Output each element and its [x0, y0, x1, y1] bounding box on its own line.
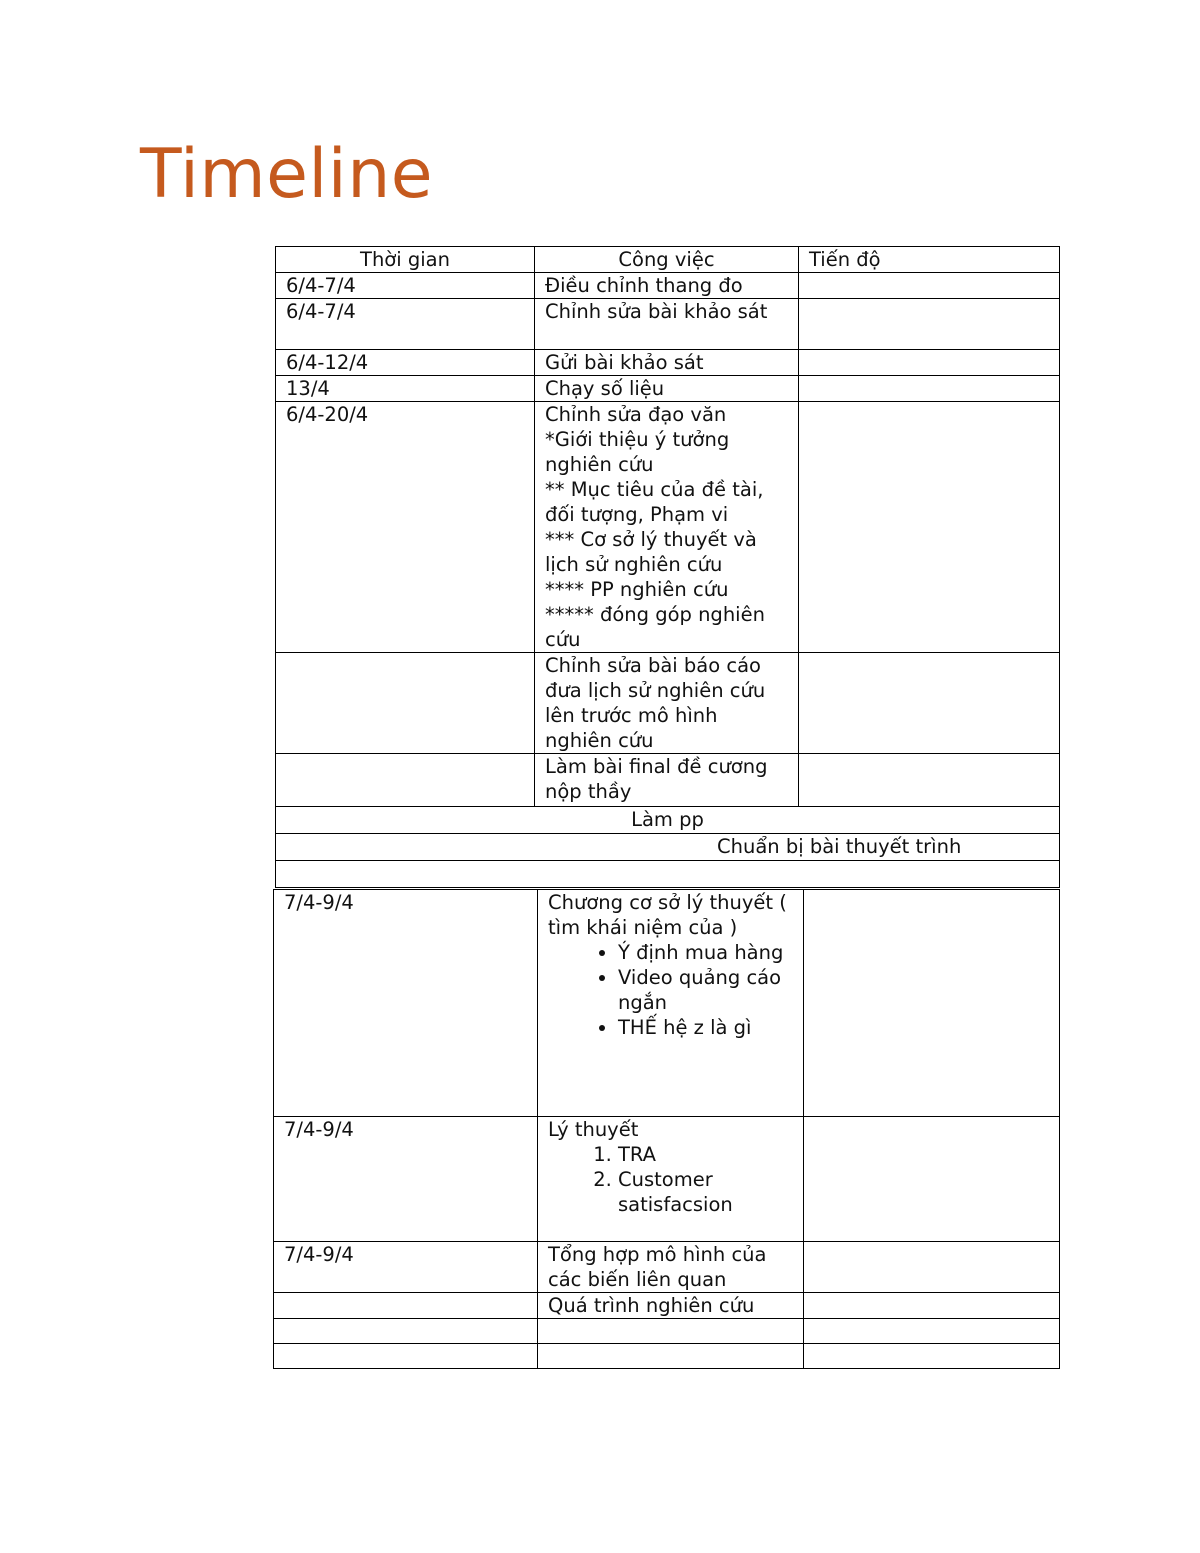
cell-progress [804, 1344, 1060, 1369]
task-line: ***** đóng góp nghiên cứu [545, 603, 765, 651]
list-item: • Video quảng cáo ngắn [618, 965, 793, 1015]
cell-time: 6/4-20/4 [276, 402, 535, 653]
cell-progress [799, 376, 1060, 402]
cell-task: Làm bài final đề cương nộp thầy [535, 754, 799, 807]
cell-time [274, 1319, 538, 1344]
table-row [274, 890, 1060, 1117]
cell-time: 7/4-9/4 [274, 890, 538, 1117]
list-item: • Ý định mua hàng [618, 940, 793, 965]
cell-time: 6/4-7/4 [276, 299, 535, 350]
table-row [274, 1242, 1060, 1293]
table-row [276, 402, 1060, 653]
cell-task: Quá trình nghiên cứu [538, 1293, 804, 1319]
table-row [276, 350, 1060, 376]
cell-task: Chỉnh sửa bài báo cáo đưa lịch sử nghiên cứu lên trước mô hình nghiên cứu [535, 653, 799, 754]
cell-task [538, 890, 804, 1117]
table-header-row [276, 247, 1060, 273]
cell-progress [799, 350, 1060, 376]
table-row [276, 754, 1060, 807]
numbered-list [548, 1142, 793, 1217]
cell-progress [804, 890, 1060, 1117]
cell-progress [804, 1293, 1060, 1319]
list-item: 1. TRA [618, 1142, 793, 1167]
cell-time [276, 653, 535, 754]
bullet-list [548, 940, 793, 1040]
merged-row [276, 807, 1060, 834]
table-row [276, 273, 1060, 299]
merged-cell: Chuẩn bị bài thuyết trình [276, 834, 1060, 861]
task-line: *** Cơ sở lý thuyết và lịch sử nghiên cứu [545, 528, 757, 576]
cell-time: 6/4-7/4 [276, 273, 535, 299]
cell-progress [799, 653, 1060, 754]
merged-row [276, 834, 1060, 861]
cell-time: 13/4 [276, 376, 535, 402]
timeline-table-2 [273, 889, 1060, 1369]
cell-progress [804, 1242, 1060, 1293]
task-line: ** Mục tiêu của đề tài, đối tượng, Phạm vi [545, 478, 764, 526]
cell-progress [799, 299, 1060, 350]
merged-cell: Làm pp [276, 807, 1060, 834]
cell-time: 7/4-9/4 [274, 1117, 538, 1242]
task-intro: Lý thuyết [548, 1118, 639, 1141]
cell-time: 6/4-12/4 [276, 350, 535, 376]
cell-progress [804, 1117, 1060, 1242]
cell-task: Gửi bài khảo sát [535, 350, 799, 376]
list-item: 2. Customer satisfacsion [618, 1167, 793, 1217]
table-row [276, 376, 1060, 402]
merged-row [276, 861, 1060, 888]
table-row [274, 1319, 1060, 1344]
merged-cell [276, 861, 1060, 888]
cell-task: Chỉnh sửa bài khảo sát [535, 299, 799, 350]
task-line: **** PP nghiên cứu [545, 578, 729, 601]
cell-task [538, 1319, 804, 1344]
cell-task [538, 1117, 804, 1242]
list-item: • THẾ hệ z là gì [618, 1015, 793, 1040]
table-row [276, 653, 1060, 754]
cell-progress [799, 402, 1060, 653]
table-row [276, 299, 1060, 350]
page-title: Timeline [140, 135, 434, 214]
cell-progress [799, 754, 1060, 807]
cell-progress [799, 273, 1060, 299]
cell-time [274, 1344, 538, 1369]
cell-task [538, 1344, 804, 1369]
cell-task: Chạy số liệu [535, 376, 799, 402]
header-time: Thời gian [276, 247, 535, 273]
cell-task: Tổng hợp mô hình của các biến liên quan [538, 1242, 804, 1293]
table-row [274, 1117, 1060, 1242]
table-row [274, 1344, 1060, 1369]
cell-progress [804, 1319, 1060, 1344]
task-intro: Chương cơ sở lý thuyết ( tìm khái niệm của ) [548, 891, 787, 939]
header-progress: Tiến độ [799, 247, 1060, 273]
task-line: Chỉnh sửa đạo văn [545, 403, 727, 426]
cell-time [276, 754, 535, 807]
cell-time [274, 1293, 538, 1319]
header-task: Công việc [535, 247, 799, 273]
table-row [274, 1293, 1060, 1319]
cell-task [535, 402, 799, 653]
cell-time: 7/4-9/4 [274, 1242, 538, 1293]
task-line: *Giới thiệu ý tưởng nghiên cứu [545, 428, 730, 476]
timeline-table-1 [275, 246, 1060, 888]
cell-task: Điều chỉnh thang đo [535, 273, 799, 299]
